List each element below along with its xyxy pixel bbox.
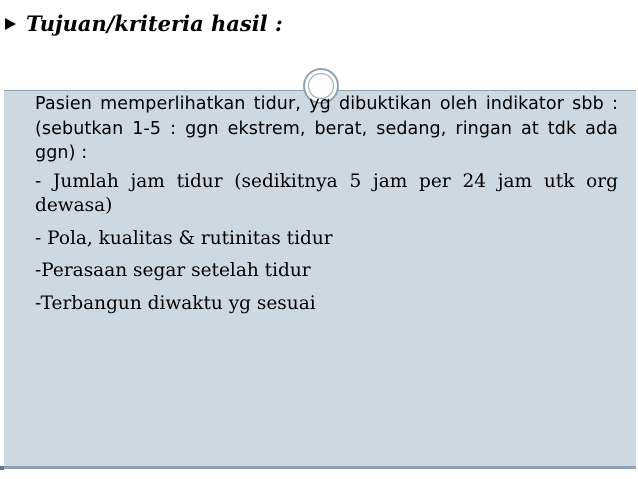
intro-paragraph: Pasien memperlihatkan tidur, yg dibuktikan oleh indikator sbb : (sebutkan 1-5 : ggn ekstrem, berat, sedang, ringan at tdk ada ggn) : [35, 94, 618, 163]
slide-title [4, 11, 283, 36]
arrow-bullet-icon [5, 18, 16, 30]
slide-body [35, 90, 618, 316]
list-item: - Pola, kualitas & rutinitas tidur [35, 227, 333, 249]
list-item: - Jumlah jam tidur (sedikitnya 5 jam per 24 jam utk org dewasa) [35, 170, 618, 216]
list-item: -Perasaan segar setelah tidur [35, 260, 311, 281]
slide-title-text: Tujuan/kriteria hasil : [26, 11, 283, 36]
list-item: -Terbangun diwaktu yg sesuai [35, 292, 316, 314]
bottom-accent-bar [4, 466, 636, 469]
bottom-corner-marker [0, 466, 4, 470]
